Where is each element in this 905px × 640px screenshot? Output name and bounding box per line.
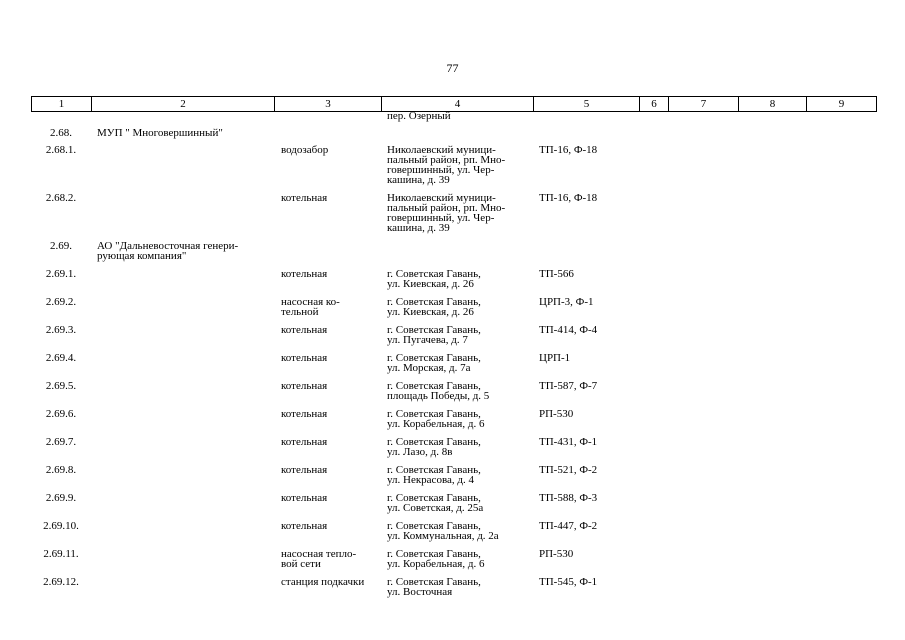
supply-point: РП-530 <box>539 408 574 420</box>
address-line: говершинный, ул. Чер- <box>387 212 495 224</box>
object-type-line: котельная <box>281 352 328 364</box>
address-line: ул. Киевская, д. 26 <box>387 278 474 290</box>
address-line: ул. Корабельная, д. 6 <box>387 418 485 430</box>
address-line: ул. Морская, д. 7а <box>387 362 471 374</box>
address-line: Николаевский муници- <box>387 144 496 156</box>
table-header <box>31 96 877 112</box>
address-line: г. Советская Гавань, <box>387 352 481 364</box>
address-line: ул. Восточная <box>387 586 453 598</box>
address <box>387 193 537 233</box>
object-type-line: котельная <box>281 436 328 448</box>
address-line: г. Советская Гавань, <box>387 408 481 420</box>
object-type <box>281 353 381 363</box>
address-line: ул. Советская, д. 25а <box>387 502 484 514</box>
supply-point: ТП-447, Ф-2 <box>539 520 598 532</box>
organization-name-line: АО "Дальневосточная генери- <box>97 240 239 252</box>
object-type <box>281 493 381 503</box>
supply-point: ТП-521, Ф-2 <box>539 464 598 476</box>
address-line: ул. Пугачева, д. 7 <box>387 334 468 346</box>
address <box>387 353 537 373</box>
header-col-5: 5 <box>534 97 640 112</box>
address <box>387 521 537 541</box>
row-number: 2.69.2. <box>45 296 77 308</box>
object-type-line: насосная тепло- <box>281 548 357 560</box>
header-col-3: 3 <box>275 97 382 112</box>
address-line: г. Советская Гавань, <box>387 492 481 504</box>
supply-point: ТП-545, Ф-1 <box>539 576 598 588</box>
object-type <box>281 437 381 447</box>
supply-point: ТП-588, Ф-3 <box>539 492 598 504</box>
row-number: 2.69.10. <box>43 520 79 532</box>
address-line: площадь Победы, д. 5 <box>387 390 490 402</box>
object-type-line: котельная <box>281 380 328 392</box>
header-col-4: 4 <box>382 97 534 112</box>
object-type-line: котельная <box>281 492 328 504</box>
address <box>387 437 537 457</box>
organization-name-line: МУП " Многовершинный" <box>97 127 223 139</box>
row-number: 2.69.12. <box>43 576 79 588</box>
supply-point: ТП-587, Ф-7 <box>539 380 598 392</box>
row-number: 2.68. <box>50 127 72 139</box>
object-type <box>281 297 381 317</box>
supply-point: ТП-566 <box>539 268 574 280</box>
organization-name <box>97 128 277 138</box>
supply-point: ЦРП-3, Ф-1 <box>539 296 594 308</box>
address-line: г. Советская Гавань, <box>387 520 481 532</box>
address <box>387 269 537 289</box>
object-type <box>281 269 381 279</box>
row-number: 2.69. <box>50 240 72 252</box>
object-type <box>281 381 381 391</box>
address <box>387 381 537 401</box>
address-line: Николаевский муници- <box>387 192 496 204</box>
address-line: ул. Некрасова, д. 4 <box>387 474 474 486</box>
address <box>387 145 537 185</box>
header-col-8: 8 <box>739 97 807 112</box>
header-col-6: 6 <box>640 97 669 112</box>
object-type-line: станция подкачки <box>281 576 365 588</box>
address-line: пальный район, рп. Мно- <box>387 202 506 214</box>
header-col-7: 7 <box>669 97 739 112</box>
organization-name <box>97 241 277 261</box>
continued-address: пер. Озерный <box>387 110 451 122</box>
row-number: 2.69.7. <box>45 436 77 448</box>
address-line: г. Советская Гавань, <box>387 548 481 560</box>
row-number: 2.69.9. <box>45 492 77 504</box>
page-number: 77 <box>446 61 459 75</box>
address-line: ул. Коммунальная, д. 2а <box>387 530 499 542</box>
address <box>387 409 537 429</box>
address <box>387 549 537 569</box>
address-line: говершинный, ул. Чер- <box>387 164 495 176</box>
row-number: 2.68.1. <box>45 144 77 156</box>
supply-point: ТП-16, Ф-18 <box>539 144 598 156</box>
object-type-line: водозабор <box>281 144 329 156</box>
organization-name-line: рующая компания" <box>97 250 187 262</box>
address-line: г. Советская Гавань, <box>387 576 481 588</box>
address-line: кашина, д. 39 <box>387 222 450 234</box>
row-number: 2.69.6. <box>45 408 77 420</box>
object-type-line: котельная <box>281 268 328 280</box>
supply-point: ТП-16, Ф-18 <box>539 192 598 204</box>
object-type <box>281 193 381 203</box>
address-line: пальный район, рп. Мно- <box>387 154 506 166</box>
address-line: г. Советская Гавань, <box>387 324 481 336</box>
address <box>387 297 537 317</box>
address-line: г. Советская Гавань, <box>387 296 481 308</box>
object-type-line: котельная <box>281 464 328 476</box>
row-number: 2.69.5. <box>45 380 77 392</box>
address-line: ул. Лазо, д. 8в <box>387 446 453 458</box>
supply-point: ТП-431, Ф-1 <box>539 436 598 448</box>
object-type-line: насосная ко- <box>281 296 340 308</box>
row-number: 2.69.8. <box>45 464 77 476</box>
row-number: 2.69.3. <box>45 324 77 336</box>
object-type <box>281 325 381 335</box>
address-line: г. Советская Гавань, <box>387 464 481 476</box>
supply-point: ЦРП-1 <box>539 352 571 364</box>
address <box>387 577 537 597</box>
object-type <box>281 521 381 531</box>
object-type <box>281 549 381 569</box>
address <box>387 465 537 485</box>
object-type <box>281 577 381 587</box>
supply-point: ТП-414, Ф-4 <box>539 324 598 336</box>
object-type-line: котельная <box>281 192 328 204</box>
header-col-2: 2 <box>92 97 275 112</box>
object-type <box>281 409 381 419</box>
row-number: 2.69.4. <box>45 352 77 364</box>
address <box>387 325 537 345</box>
supply-point: РП-530 <box>539 548 574 560</box>
header-col-9: 9 <box>807 97 877 112</box>
address-line: ул. Киевская, д. 26 <box>387 306 474 318</box>
object-type-line: котельная <box>281 408 328 420</box>
object-type-line: вой сети <box>281 558 321 570</box>
address-line: кашина, д. 39 <box>387 174 450 186</box>
address <box>387 493 537 513</box>
row-number: 2.69.1. <box>45 268 77 280</box>
address-line: г. Советская Гавань, <box>387 380 481 392</box>
address-line: г. Советская Гавань, <box>387 436 481 448</box>
address-line: ул. Корабельная, д. 6 <box>387 558 485 570</box>
address-line: г. Советская Гавань, <box>387 268 481 280</box>
object-type-line: котельная <box>281 520 328 532</box>
row-number: 2.69.11. <box>43 548 79 560</box>
row-number: 2.68.2. <box>45 192 77 204</box>
object-type <box>281 145 381 155</box>
object-type-line: котельная <box>281 324 328 336</box>
object-type-line: тельной <box>281 306 319 318</box>
header-col-1: 1 <box>32 97 92 112</box>
object-type <box>281 465 381 475</box>
